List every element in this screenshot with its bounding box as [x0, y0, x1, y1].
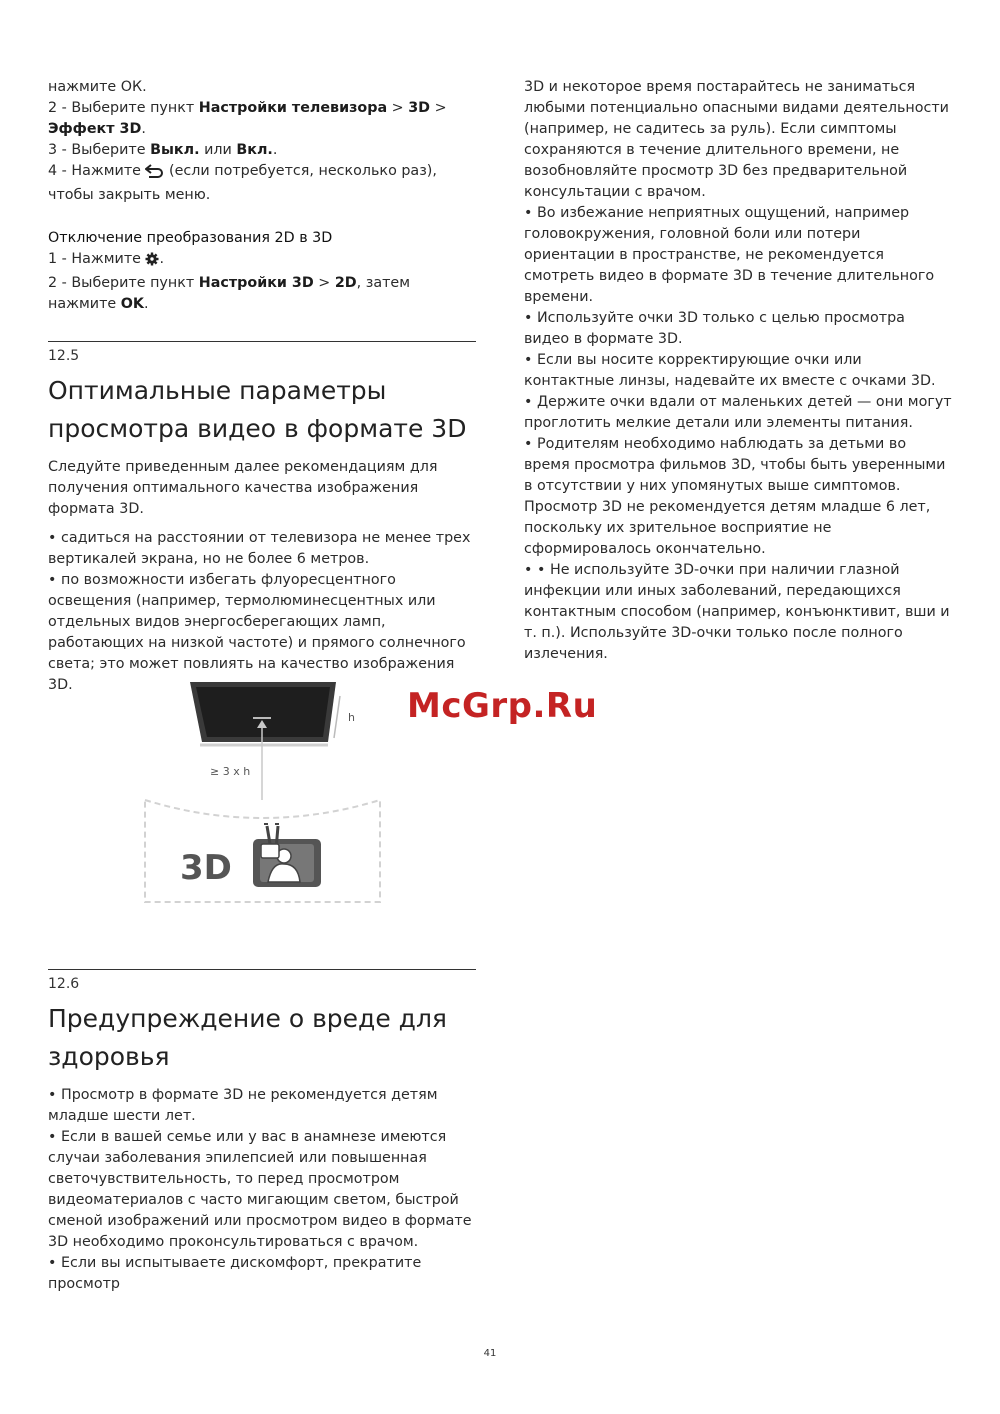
text: >: [387, 100, 409, 116]
step-1-tail: [48, 77, 478, 98]
text: 3 - Выберите: [48, 142, 151, 158]
step-2: [48, 98, 478, 140]
distance-label: ≥ 3 x h: [210, 765, 251, 778]
menu-path-3d-effect: Эффект 3D: [48, 121, 142, 137]
section-divider: [48, 341, 476, 342]
option-off: Выкл.: [150, 142, 200, 158]
bullet-item: • Если вы испытываете дискомфорт, прекратите просмотр: [48, 1255, 422, 1292]
text: нажмите ОК.: [48, 79, 147, 95]
sub-heading-text: Отключение преобразования 2D в 3D: [48, 230, 333, 246]
settings-gear-icon: [145, 252, 159, 273]
text: 4 - Нажмите: [48, 163, 146, 179]
bullet-item: • Если вы носите корректирующие очки или контактные линзы, надевайте их вместе с очками 3D.: [524, 352, 936, 389]
text: 1 - Нажмите: [48, 251, 146, 267]
text: >: [313, 275, 335, 291]
bullet-item: • Если в вашей семье или у вас в анамнезе имеются случаи заболевания эпилепсией или повышенная светочувствительность, то перед просмотром видеоматериалов с часто мигающим светом, быстрой сменой изображений или просмотром видео в формате 3D необходимо проконсультироваться с врачом.: [48, 1129, 472, 1250]
text: 2 - Выберите пункт: [48, 275, 199, 291]
bullet-item: • Используйте очки 3D только с целью просмотра видео в формате 3D.: [524, 310, 905, 347]
sub-step-2: [48, 273, 478, 315]
watermark-text: McGrp.Ru: [407, 686, 598, 726]
bullet-item: • Во избежание неприятных ощущений, например головокружения, головной боли или потери ориентации в пространстве, не рекомендуется смотреть видео в формате 3D в течение длительного времени.: [524, 205, 935, 305]
section-title: Предупреждение о вреде для здоровья: [48, 1004, 447, 1071]
section-number: 12.5: [48, 348, 80, 364]
height-label: h: [348, 711, 355, 724]
bullet-item: • Родителям необходимо наблюдать за детьми во время просмотра фильмов 3D, чтобы быть уверенными в отсутствии у них упомянутых выше симптомов. Просмотр 3D не рекомендуется детям младше 6 лет, поскольку их зрительное восприятие не сформировалось окончательно.: [524, 436, 946, 557]
menu-path-3d: 3D: [408, 100, 431, 116]
step-3: [48, 140, 478, 161]
section-number: 12.6: [48, 976, 80, 992]
section-intro: Следуйте приведенным далее рекомендациям для получения оптимального качества изображения формата 3D.: [48, 459, 438, 517]
section-title: Оптимальные параметры просмотра видео в формате 3D: [48, 376, 467, 443]
step-4: [48, 161, 478, 206]
section-12-6: [48, 969, 478, 1295]
bullet-item: • Просмотр в формате 3D не рекомендуется детям младше шести лет.: [48, 1087, 438, 1124]
text: .: [272, 142, 278, 158]
viewer-figure: [253, 824, 321, 887]
sub-step-1: [48, 249, 478, 273]
ok-key: OK: [120, 296, 144, 312]
bullet-item: • Держите очки вдали от маленьких детей — они могут проглотить мелкие детали или элементы питания.: [524, 394, 952, 431]
right-column: [524, 77, 954, 665]
text: >: [430, 100, 447, 116]
page-number: 41: [483, 1348, 497, 1359]
height-bracket: [334, 696, 340, 738]
text: (если потребуется, несколько раз), чтобы закрыть меню.: [48, 163, 437, 203]
section-divider: [48, 969, 476, 970]
menu-path-3d-settings: Настройки 3D: [198, 275, 314, 291]
left-column: [48, 77, 478, 696]
text: .: [159, 251, 165, 267]
sub-heading: [48, 228, 478, 249]
bullet-item: • по возможности избегать флуоресцентного освещения (например, термолюминесцентных или отдельных видов энергосберегающих ламп, работающих на низкой частоте) и прямого солнечного света; это может повлиять на качество изображения 3D.: [48, 572, 466, 693]
paragraph: 3D и некоторое время постарайтесь не заниматься любыми потенциально опасными видами деятельности (например, не садитесь за руль). Если симптомы сохраняются в течение длительного времени, не возобновляйте просмотр 3D без предварительной консультации с врачом.: [524, 79, 949, 200]
text: .: [143, 296, 149, 312]
logo-3d: 3D: [180, 848, 232, 888]
option-on: Вкл.: [236, 142, 273, 158]
menu-path-2d: 2D: [334, 275, 357, 291]
back-arrow-icon: [145, 164, 164, 185]
text: , затем нажмите: [48, 275, 411, 312]
text: 2 - Выберите пункт: [48, 100, 199, 116]
tv-screen: [196, 687, 330, 737]
menu-path-tv-settings: Настройки телевизора: [198, 100, 388, 116]
text: .: [141, 121, 146, 137]
diagram-graphic: [140, 676, 390, 906]
bullet-item: • садиться на расстоянии от телевизора не менее трех вертикалей экрана, но не более 6 метров.: [48, 530, 471, 567]
viewing-distance-diagram: [140, 676, 390, 906]
bullet-item: • • Не используйте 3D-очки при наличии глазной инфекции или иных заболеваний, передающихся контактным способом (например, конъюнктивит, вши и т. п.). Используйте 3D-очки только после полного излечения.: [524, 562, 950, 662]
text: или: [199, 142, 237, 158]
